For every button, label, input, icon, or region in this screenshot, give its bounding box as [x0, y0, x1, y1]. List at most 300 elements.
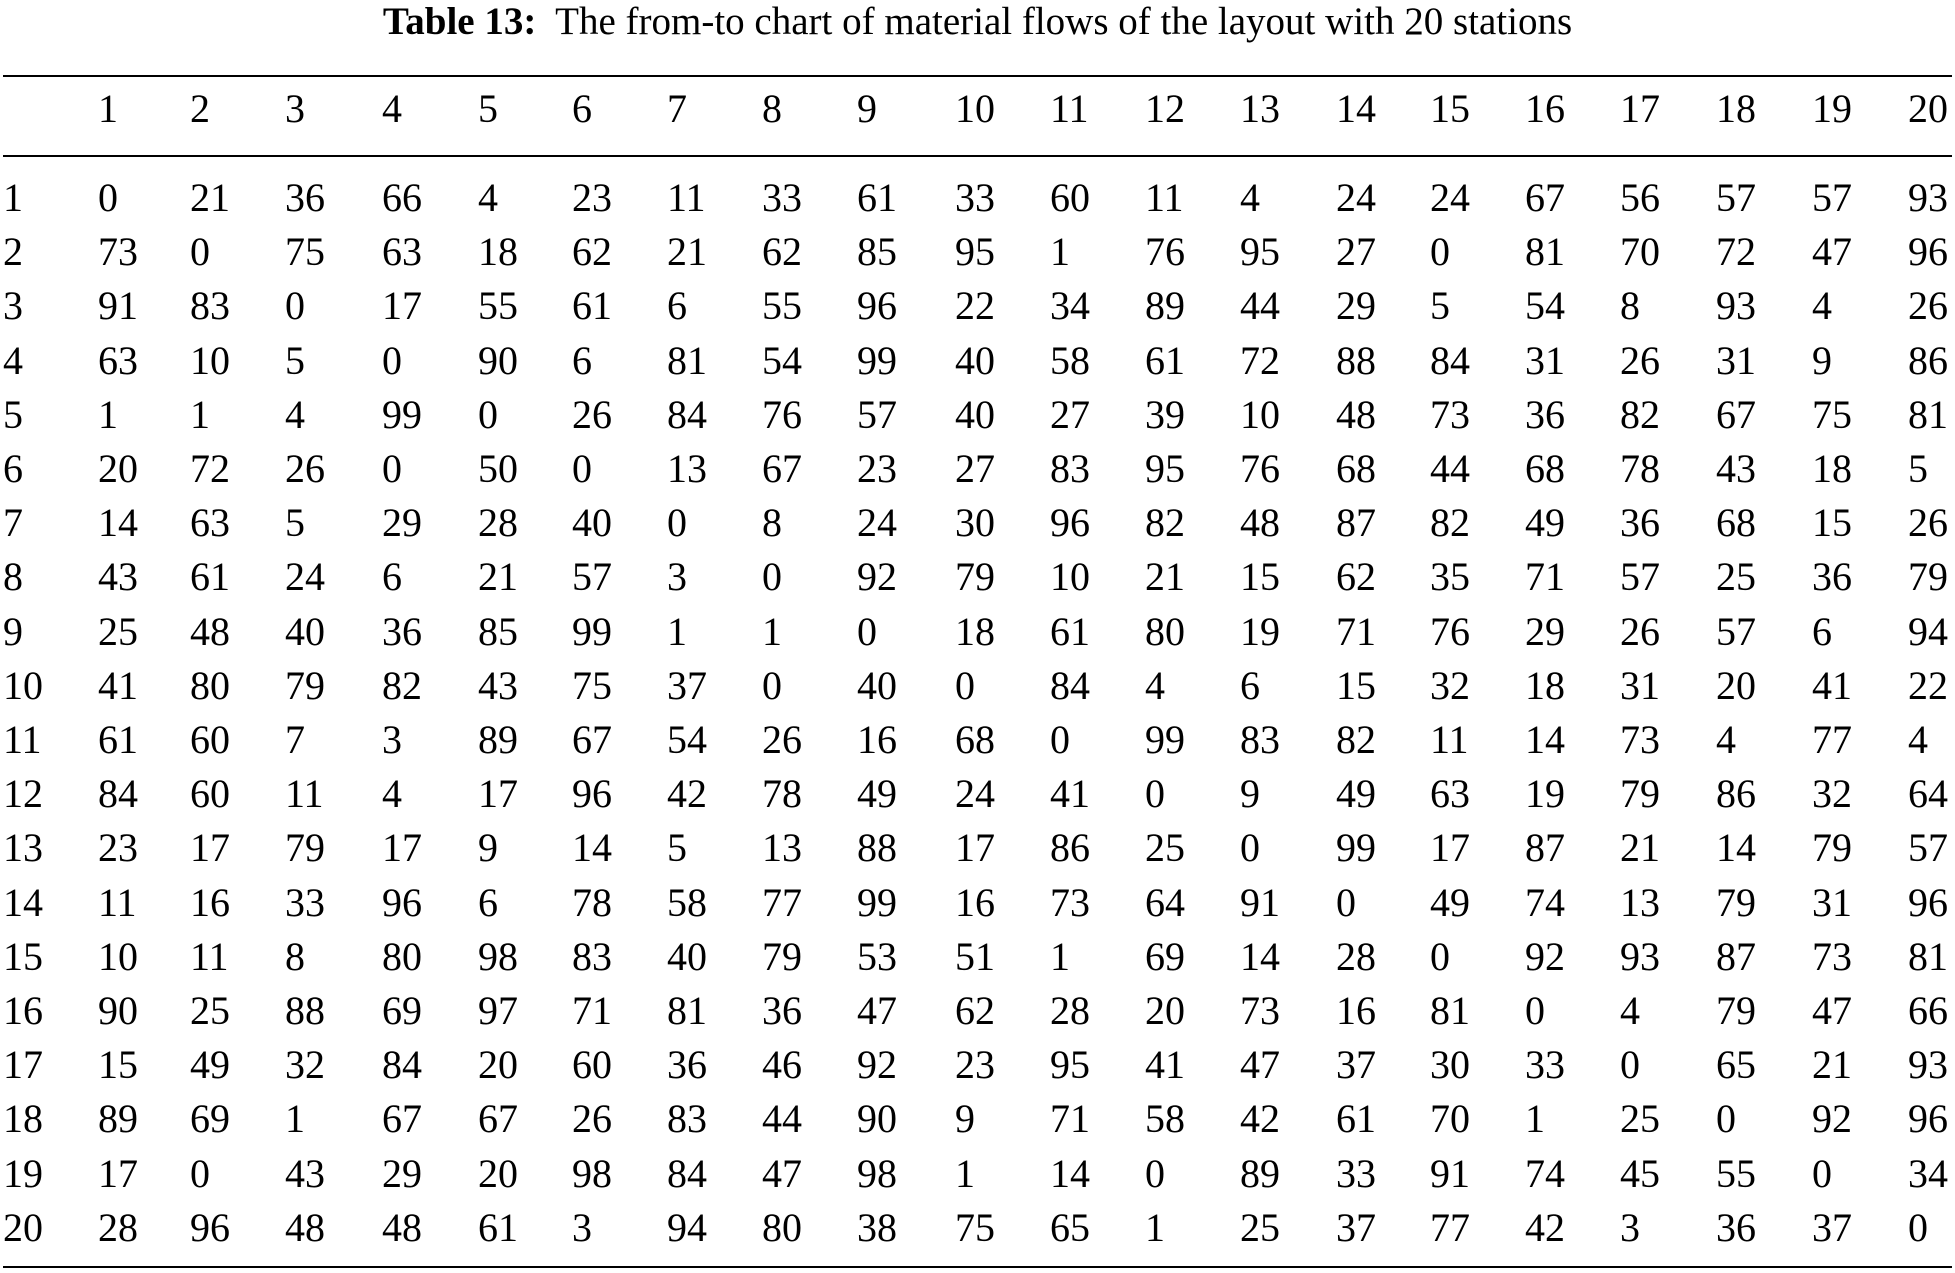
table-cell: 41: [1050, 771, 1090, 817]
table-cell: 1: [1050, 933, 1070, 979]
table-cell: 82: [1336, 717, 1376, 762]
table-cell: 40: [955, 337, 995, 383]
table-cell: 0: [1620, 1042, 1640, 1088]
table-cell: 96: [1908, 1096, 1948, 1142]
table-cell: 17: [190, 825, 230, 871]
table-cell: 91: [1430, 1150, 1470, 1196]
table-cell: 0: [1145, 771, 1165, 817]
table-cell: 23: [955, 1042, 995, 1088]
table-cell: 96: [1050, 500, 1090, 546]
table-cell: 5: [1430, 283, 1450, 329]
table-cell: 57: [1908, 825, 1948, 871]
table-cell: 31: [1812, 879, 1852, 925]
table-cell: 17: [478, 771, 518, 817]
table-cell: 84: [667, 391, 707, 437]
table-cell: 85: [857, 229, 897, 275]
table-cell: 13: [1620, 879, 1660, 925]
table-cell: 57: [1716, 175, 1756, 220]
table-cell: 10: [1240, 391, 1280, 437]
table-cell: 24: [1430, 175, 1470, 220]
table-cell: 44: [1240, 283, 1280, 329]
table-cell: 4: [382, 771, 402, 817]
table-cell: 62: [1336, 554, 1376, 600]
bottom-rule: [3, 1266, 1952, 1268]
column-header: 4: [382, 86, 402, 131]
table-cell: 77: [1430, 1204, 1470, 1250]
table-cell: 66: [1908, 988, 1948, 1033]
table-cell: 73: [98, 229, 138, 275]
table-cell: 3: [572, 1204, 592, 1250]
table-cell: 20: [1145, 988, 1185, 1033]
table-cell: 40: [572, 500, 612, 546]
table-cell: 86: [1050, 825, 1090, 871]
table-cell: 68: [955, 717, 995, 762]
column-header: 17: [1620, 86, 1660, 131]
table-cell: 44: [1430, 446, 1470, 491]
table-cell: 63: [98, 337, 138, 383]
table-cell: 86: [1716, 771, 1756, 817]
table-cell: 35: [1430, 554, 1470, 600]
table-cell: 5: [285, 500, 305, 546]
table-cell: 11: [1430, 717, 1469, 762]
table-cell: 99: [857, 879, 897, 925]
table-cell: 0: [762, 662, 782, 708]
table-cell: 1: [1145, 1204, 1165, 1250]
table-cell: 4: [478, 175, 498, 220]
table-cell: 67: [382, 1096, 422, 1142]
table-cell: 94: [1908, 608, 1948, 654]
table-cell: 0: [762, 554, 782, 600]
table-cell: 89: [1145, 283, 1185, 329]
table-cell: 32: [1430, 662, 1470, 708]
table-cell: 96: [382, 879, 422, 925]
table-cell: 49: [190, 1042, 230, 1088]
table-cell: 43: [478, 662, 518, 708]
table-cell: 44: [762, 1096, 802, 1142]
table-cell: 14: [1240, 933, 1280, 979]
table-cell: 26: [1908, 283, 1948, 329]
row-header: 11: [3, 717, 42, 762]
table-cell: 97: [478, 988, 518, 1033]
table-cell: 99: [1336, 825, 1376, 871]
table-cell: 11: [285, 771, 324, 817]
table-cell: 60: [1050, 175, 1090, 220]
table-cell: 42: [1525, 1204, 1565, 1250]
table-cell: 36: [1620, 500, 1660, 546]
table-cell: 0: [285, 283, 305, 329]
table-cell: 79: [1812, 825, 1852, 871]
table-cell: 57: [1812, 175, 1852, 220]
row-header: 20: [3, 1204, 43, 1250]
table-cell: 79: [285, 662, 325, 708]
table-cell: 24: [1336, 175, 1376, 220]
table-cell: 3: [382, 717, 402, 762]
top-rule: [3, 75, 1952, 77]
table-cell: 73: [1240, 988, 1280, 1033]
table-cell: 0: [1430, 229, 1450, 275]
table-cell: 62: [955, 988, 995, 1033]
table-cell: 92: [857, 554, 897, 600]
table-cell: 98: [478, 933, 518, 979]
table-cell: 4: [1145, 662, 1165, 708]
table-cell: 67: [1525, 175, 1565, 220]
table-cell: 4: [1716, 717, 1736, 762]
table-cell: 4: [1908, 717, 1928, 762]
table-cell: 84: [98, 771, 138, 817]
row-header: 8: [3, 554, 23, 600]
table-cell: 75: [572, 662, 612, 708]
table-cell: 34: [1908, 1150, 1948, 1196]
table-cell: 83: [1050, 446, 1090, 491]
table-cell: 5: [1908, 446, 1928, 491]
table-cell: 31: [1620, 662, 1660, 708]
table-cell: 4: [1240, 175, 1260, 220]
table-cell: 79: [285, 825, 325, 871]
table-cell: 19: [1240, 608, 1280, 654]
table-cell: 61: [1336, 1096, 1376, 1142]
table-cell: 11: [667, 175, 706, 220]
table-cell: 86: [1908, 337, 1948, 383]
column-header: 10: [955, 86, 995, 131]
table-cell: 20: [1716, 662, 1756, 708]
table-cell: 40: [667, 933, 707, 979]
table-cell: 30: [1430, 1042, 1470, 1088]
table-cell: 60: [572, 1042, 612, 1088]
table-cell: 0: [1145, 1150, 1165, 1196]
table-cell: 71: [572, 988, 612, 1033]
table-cell: 34: [1050, 283, 1090, 329]
row-header: 13: [3, 825, 43, 871]
table-cell: 65: [1050, 1204, 1090, 1250]
table-cell: 61: [857, 175, 897, 220]
table-cell: 0: [1812, 1150, 1832, 1196]
table-cell: 57: [572, 554, 612, 600]
table-cell: 77: [762, 879, 802, 925]
table-cell: 14: [98, 500, 138, 546]
table-cell: 28: [1050, 988, 1090, 1033]
column-header: 19: [1812, 86, 1852, 131]
table-cell: 0: [667, 500, 687, 546]
table-cell: 88: [285, 988, 325, 1033]
table-cell: 60: [190, 717, 230, 762]
table-cell: 92: [857, 1042, 897, 1088]
table-cell: 45: [1620, 1150, 1660, 1196]
table-cell: 0: [572, 446, 592, 491]
table-cell: 26: [572, 1096, 612, 1142]
table-cell: 32: [285, 1042, 325, 1088]
table-cell: 0: [1908, 1204, 1928, 1250]
table-cell: 78: [572, 879, 612, 925]
table-cell: 29: [1336, 283, 1376, 329]
table-cell: 1: [98, 391, 118, 437]
row-header: 14: [3, 879, 43, 925]
table-cell: 19: [1525, 771, 1565, 817]
table-cell: 14: [1716, 825, 1756, 871]
table-cell: 20: [98, 446, 138, 491]
table-cell: 15: [98, 1042, 138, 1088]
table-cell: 61: [190, 554, 230, 600]
table-cell: 80: [1145, 608, 1185, 654]
table-cell: 48: [190, 608, 230, 654]
table-cell: 43: [285, 1150, 325, 1196]
table-cell: 0: [382, 337, 402, 383]
table-cell: 79: [1716, 879, 1756, 925]
table-cell: 1: [190, 391, 210, 437]
column-header: 7: [667, 86, 687, 131]
table-cell: 90: [98, 988, 138, 1033]
table-cell: 61: [98, 717, 138, 762]
table-cell: 63: [1430, 771, 1470, 817]
column-header: 18: [1716, 86, 1756, 131]
row-header: 19: [3, 1150, 43, 1196]
table-cell: 21: [667, 229, 707, 275]
table-cell: 33: [1336, 1150, 1376, 1196]
table-cell: 0: [98, 175, 118, 220]
row-header: 18: [3, 1096, 43, 1142]
table-cell: 54: [667, 717, 707, 762]
column-header: 13: [1240, 86, 1280, 131]
table-cell: 49: [857, 771, 897, 817]
table-cell: 54: [762, 337, 802, 383]
table-cell: 6: [572, 337, 592, 383]
table-cell: 37: [1336, 1204, 1376, 1250]
table-cell: 83: [572, 933, 612, 979]
table-cell: 75: [955, 1204, 995, 1250]
table-cell: 68: [1336, 446, 1376, 491]
table-cell: 48: [1336, 391, 1376, 437]
table-cell: 58: [667, 879, 707, 925]
table-cell: 8: [285, 933, 305, 979]
table-cell: 70: [1620, 229, 1660, 275]
table-cell: 1: [762, 608, 782, 654]
table-cell: 4: [1812, 283, 1832, 329]
table-cell: 78: [762, 771, 802, 817]
table-cell: 0: [382, 446, 402, 491]
table-cell: 69: [382, 988, 422, 1033]
table-cell: 10: [98, 933, 138, 979]
table-cell: 0: [1716, 1096, 1736, 1142]
table-cell: 37: [1336, 1042, 1376, 1088]
table-cell: 67: [478, 1096, 518, 1142]
table-cell: 17: [1430, 825, 1470, 871]
table-cell: 1: [667, 608, 687, 654]
table-cell: 61: [1145, 337, 1185, 383]
table-cell: 9: [1240, 771, 1260, 817]
table-cell: 0: [1050, 717, 1070, 762]
table-cell: 1: [285, 1096, 305, 1142]
table-cell: 75: [285, 229, 325, 275]
table-cell: 82: [1430, 500, 1470, 546]
table-cell: 79: [762, 933, 802, 979]
table-cell: 90: [857, 1096, 897, 1142]
table-cell: 26: [762, 717, 802, 762]
table-cell: 15: [1336, 662, 1376, 708]
table-cell: 79: [1716, 988, 1756, 1033]
table-cell: 37: [667, 662, 707, 708]
column-header: 8: [762, 86, 782, 131]
table-cell: 47: [1812, 988, 1852, 1033]
table-cell: 43: [98, 554, 138, 600]
table-cell: 33: [762, 175, 802, 220]
table-cell: 98: [572, 1150, 612, 1196]
table-cell: 11: [1145, 175, 1184, 220]
table-cell: 25: [1240, 1204, 1280, 1250]
table-cell: 85: [478, 608, 518, 654]
table-cell: 79: [1620, 771, 1660, 817]
table-cell: 61: [572, 283, 612, 329]
table-cell: 5: [285, 337, 305, 383]
column-header: 6: [572, 86, 592, 131]
table-cell: 36: [285, 175, 325, 220]
table-cell: 95: [1145, 446, 1185, 491]
table-cell: 71: [1050, 1096, 1090, 1142]
table-cell: 25: [1145, 825, 1185, 871]
table-cell: 22: [955, 283, 995, 329]
table-cell: 73: [1430, 391, 1470, 437]
table-cell: 50: [478, 446, 518, 491]
table-cell: 16: [190, 879, 230, 925]
table-cell: 8: [1620, 283, 1640, 329]
table-cell: 11: [190, 933, 229, 979]
table-cell: 92: [1525, 933, 1565, 979]
table-cell: 21: [190, 175, 230, 220]
table-cell: 22: [1908, 662, 1948, 708]
table-cell: 1: [955, 1150, 975, 1196]
table-cell: 4: [285, 391, 305, 437]
table-cell: 25: [1620, 1096, 1660, 1142]
table-caption-text: The from-to chart of material flows of the layout with 20 stations: [555, 0, 1573, 43]
table-cell: 87: [1716, 933, 1756, 979]
table-cell: 54: [1525, 283, 1565, 329]
table-cell: 96: [572, 771, 612, 817]
table-cell: 29: [382, 500, 422, 546]
table-cell: 9: [478, 825, 498, 871]
table-cell: 16: [857, 717, 897, 762]
table-cell: 27: [1050, 391, 1090, 437]
table-cell: 92: [1812, 1096, 1852, 1142]
table-cell: 91: [98, 283, 138, 329]
table-cell: 1: [1525, 1096, 1545, 1142]
table-cell: 41: [98, 662, 138, 708]
table-cell: 76: [762, 391, 802, 437]
table-cell: 15: [1240, 554, 1280, 600]
table-cell: 41: [1145, 1042, 1185, 1088]
table-cell: 69: [1145, 933, 1185, 979]
table-cell: 93: [1908, 1042, 1948, 1088]
table-cell: 67: [572, 717, 612, 762]
row-header: 4: [3, 337, 23, 383]
table-cell: 82: [1145, 500, 1185, 546]
table-cell: 99: [1145, 717, 1185, 762]
table-cell: 26: [572, 391, 612, 437]
table-cell: 83: [190, 283, 230, 329]
table-cell: 64: [1908, 771, 1948, 817]
table-cell: 14: [1050, 1150, 1090, 1196]
table-cell: 53: [857, 933, 897, 979]
table-cell: 13: [667, 446, 707, 491]
table-cell: 84: [382, 1042, 422, 1088]
table-cell: 58: [1050, 337, 1090, 383]
table-cell: 29: [1525, 608, 1565, 654]
table-cell: 3: [667, 554, 687, 600]
table-cell: 81: [667, 988, 707, 1033]
table-cell: 41: [1812, 662, 1852, 708]
table-cell: 96: [1908, 229, 1948, 275]
table-cell: 0: [857, 608, 877, 654]
table-cell: 33: [285, 879, 325, 925]
table-cell: 17: [98, 1150, 138, 1196]
table-cell: 74: [1525, 1150, 1565, 1196]
table-cell: 4: [1620, 988, 1640, 1033]
table-cell: 42: [1240, 1096, 1280, 1142]
table-cell: 51: [955, 933, 995, 979]
table-cell: 26: [1620, 608, 1660, 654]
table-cell: 79: [955, 554, 995, 600]
table-cell: 38: [857, 1204, 897, 1250]
table-cell: 71: [1525, 554, 1565, 600]
table-cell: 23: [857, 446, 897, 491]
table-cell: 99: [857, 337, 897, 383]
table-cell: 88: [1336, 337, 1376, 383]
table-cell: 28: [478, 500, 518, 546]
table-cell: 40: [955, 391, 995, 437]
table-cell: 63: [382, 229, 422, 275]
table-cell: 72: [1716, 229, 1756, 275]
table-cell: 14: [1525, 717, 1565, 762]
row-header: 17: [3, 1042, 43, 1088]
table-cell: 28: [98, 1204, 138, 1250]
column-header: 20: [1908, 86, 1948, 131]
column-header: 16: [1525, 86, 1565, 131]
row-header: 10: [3, 662, 43, 708]
table-cell: 0: [955, 662, 975, 708]
table-cell: 31: [1525, 337, 1565, 383]
table-cell: 47: [762, 1150, 802, 1196]
table-cell: 82: [1620, 391, 1660, 437]
table-cell: 10: [190, 337, 230, 383]
table-cell: 30: [955, 500, 995, 546]
table-cell: 89: [478, 717, 518, 762]
table-cell: 90: [478, 337, 518, 383]
table-cell: 47: [857, 988, 897, 1033]
row-header: 2: [3, 229, 23, 275]
table-cell: 99: [572, 608, 612, 654]
table-cell: 84: [1050, 662, 1090, 708]
table-cell: 6: [667, 283, 687, 329]
table-cell: 5: [667, 825, 687, 871]
table-cell: 7: [285, 717, 305, 762]
table-cell: 65: [1716, 1042, 1756, 1088]
table-cell: 33: [1525, 1042, 1565, 1088]
table-cell: 81: [667, 337, 707, 383]
table-cell: 48: [382, 1204, 422, 1250]
table-cell: 76: [1145, 229, 1185, 275]
table-cell: 0: [1430, 933, 1450, 979]
table-cell: 49: [1336, 771, 1376, 817]
table-cell: 36: [1812, 554, 1852, 600]
table-cell: 77: [1812, 717, 1852, 762]
table-cell: 68: [1525, 446, 1565, 491]
table-cell: 1: [1050, 229, 1070, 275]
table-cell: 80: [382, 933, 422, 979]
table-cell: 62: [762, 229, 802, 275]
table-cell: 74: [1525, 879, 1565, 925]
table-cell: 32: [1812, 771, 1852, 817]
table-cell: 80: [190, 662, 230, 708]
table-cell: 10: [1050, 554, 1090, 600]
table-cell: 21: [478, 554, 518, 600]
row-header: 5: [3, 391, 23, 437]
